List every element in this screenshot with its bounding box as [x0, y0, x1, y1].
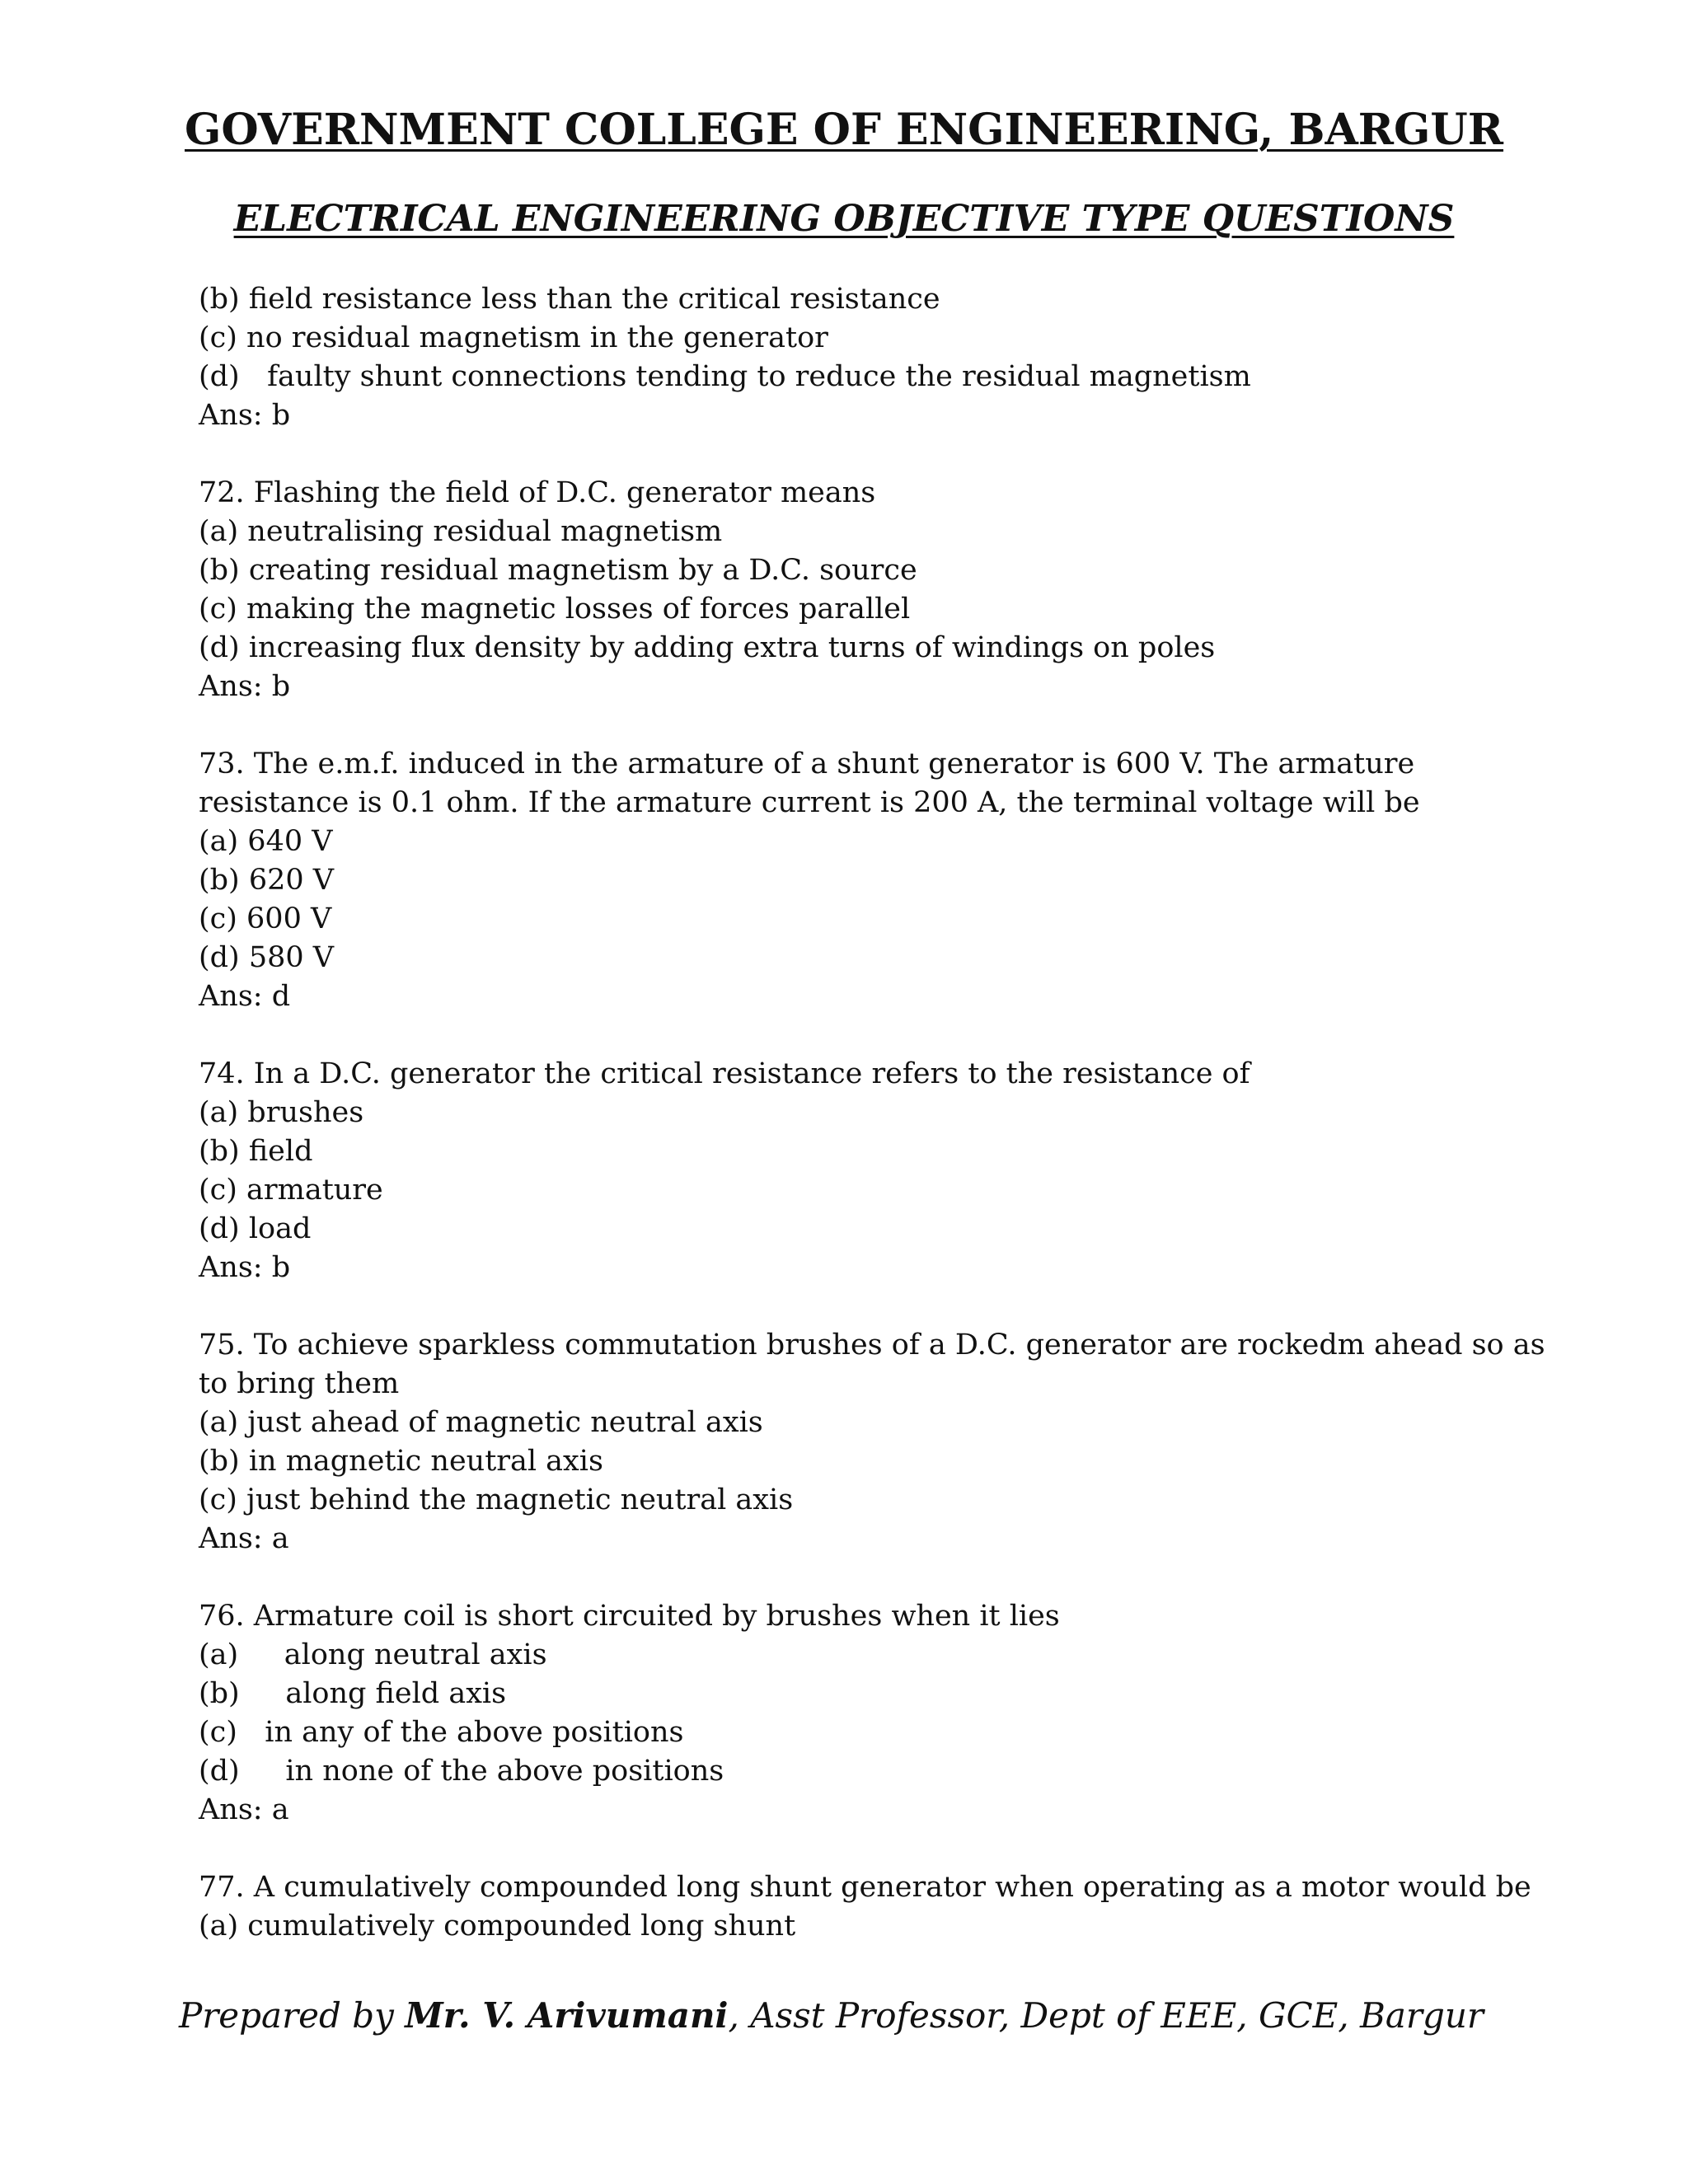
option-line: (d) in none of the above positions — [199, 1755, 724, 1788]
answer-line: Ans: b — [199, 1251, 291, 1284]
option-line: (c) just behind the magnetic neutral axis — [199, 1483, 794, 1516]
question-text: 76. Armature coil is short circuited by brushes when it lies — [199, 1600, 1060, 1633]
questions-body — [199, 280, 1545, 1946]
question-73 — [199, 745, 1517, 1016]
spacer — [199, 435, 1517, 474]
question-77 — [199, 1868, 1531, 1946]
option-line: (c) in any of the above positions — [199, 1716, 684, 1749]
answer-line: Ans: a — [199, 1793, 289, 1826]
option-line: (d) faulty shunt connections tending to reduce the residual magnetism — [199, 360, 1251, 393]
footer-suffix: , Asst Professor, Dept of EEE, GCE, Bargur — [728, 1995, 1484, 2036]
option-line: (a) brushes — [199, 1096, 364, 1129]
option-line: (a) 640 V — [199, 825, 333, 858]
document-subtitle-text: ELECTRICAL ENGINEERING OBJECTIVE TYPE QUESTIONS — [233, 198, 1455, 240]
option-line: (b) field — [199, 1135, 313, 1168]
spacer — [199, 1016, 1517, 1055]
college-title-text: GOVERNMENT COLLEGE OF ENGINEERING, BARGUR — [185, 105, 1503, 155]
option-line: (c) making the magnetic losses of forces parallel — [199, 593, 911, 626]
option-line: (d) load — [199, 1212, 312, 1245]
author-name: Mr. V. Arivumani — [405, 1995, 729, 2036]
question-75 — [199, 1326, 1545, 1558]
question-continuation — [199, 280, 1517, 435]
spacer — [199, 706, 1517, 745]
spacer — [199, 1830, 1517, 1868]
question-text: 73. The e.m.f. induced in the armature of a shunt generator is 600 V. The armature — [199, 748, 1415, 780]
question-text: to bring them — [199, 1367, 400, 1400]
option-line: (b) along field axis — [199, 1677, 507, 1710]
option-line: (a) along neutral axis — [199, 1638, 547, 1671]
answer-line: Ans: b — [199, 670, 291, 703]
question-text: 75. To achieve sparkless commutation brushes of a D.C. generator are rockedm ahead so as — [199, 1329, 1545, 1361]
answer-line: Ans: b — [199, 399, 291, 432]
option-line: (b) field resistance less than the critical resistance — [199, 283, 940, 316]
option-line: (b) creating residual magnetism by a D.C. source — [199, 554, 917, 587]
footer-prefix: Prepared by — [178, 1995, 406, 2036]
question-text: resistance is 0.1 ohm. If the armature current is 200 A, the terminal voltage will be — [199, 786, 1420, 819]
question-72 — [199, 474, 1517, 706]
question-text: 74. In a D.C. generator the critical resistance refers to the resistance of — [199, 1057, 1250, 1090]
footer-credit — [0, 1993, 1484, 2039]
option-line: (c) armature — [199, 1174, 383, 1207]
option-line: (a) cumulatively compounded long shunt — [199, 1910, 796, 1943]
spacer — [199, 1287, 1517, 1326]
college-title — [0, 102, 1688, 158]
option-line: (a) neutralising residual magnetism — [199, 515, 723, 548]
option-line: (a) just ahead of magnetic neutral axis — [199, 1406, 763, 1439]
option-line: (b) in magnetic neutral axis — [199, 1445, 603, 1478]
question-76 — [199, 1597, 1517, 1830]
option-line: (c) no residual magnetism in the generator — [199, 321, 828, 354]
option-line: (b) 620 V — [199, 864, 335, 897]
option-line: (d) increasing flux density by adding extra turns of windings on poles — [199, 631, 1216, 664]
answer-line: Ans: d — [199, 980, 291, 1013]
document-subtitle — [0, 194, 1688, 244]
answer-line: Ans: a — [199, 1522, 289, 1555]
question-text: 77. A cumulatively compounded long shunt generator when operating as a motor would be — [199, 1871, 1531, 1904]
spacer — [199, 1558, 1517, 1597]
option-line: (d) 580 V — [199, 941, 335, 974]
question-text: 72. Flashing the field of D.C. generator means — [199, 476, 876, 509]
question-74 — [199, 1055, 1517, 1287]
option-line: (c) 600 V — [199, 902, 332, 935]
